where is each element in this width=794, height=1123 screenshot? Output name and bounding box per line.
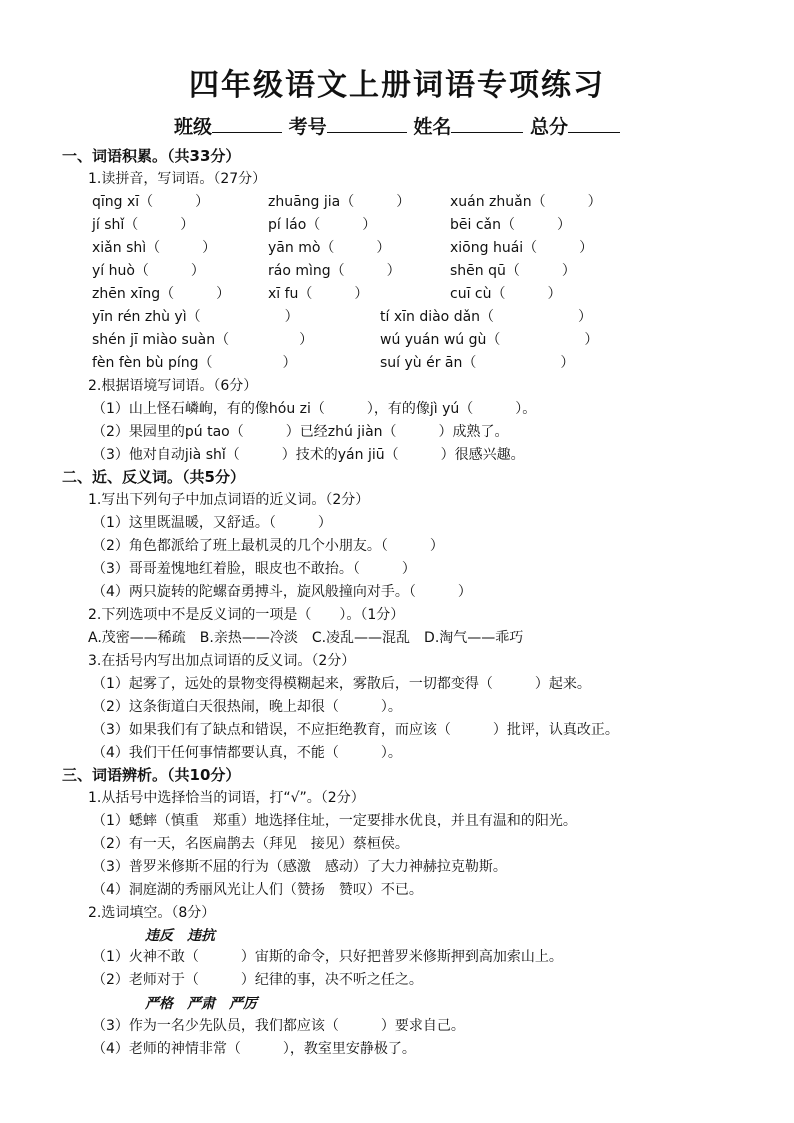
pinyin-item: xuán zhuǎn（ ） [450, 194, 602, 210]
score-blank[interactable] [568, 114, 620, 133]
fill-item: （3）作为一名少先队员，我们都应该（ ）要求自己。 [92, 1018, 465, 1034]
pinyin-item: cuī cù（ ） [450, 286, 562, 302]
pinyin-item: bēi cǎn（ ） [450, 217, 571, 233]
pinyin-item: zhēn xīng（ ） [92, 286, 231, 302]
choice-options: A.茂密——稀疏 B.亲热——冷淡 C.凌乱——混乱 D.淘气——乖巧 [88, 630, 524, 646]
idiom-item: fèn fèn bù píng（ ） [92, 355, 297, 371]
idiom-item: suí yù ér ān（ ） [380, 355, 575, 371]
section-2-q1-title: 1.写出下列句子中加点词语的近义词。（2分） [88, 492, 370, 508]
antonym-item: （4）我们干任何事情都要认真，不能（ ）。 [92, 745, 402, 761]
section-3-q2-title: 2.选词填空。（8分） [88, 905, 216, 921]
word-choice-item: （3）普罗米修斯不屈的行为（感激 感动）了大力神赫拉克勒斯。 [92, 859, 507, 875]
context-item: （2）果园里的pú tao（ ）已经zhú jiàn（ ）成熟了。 [92, 424, 509, 440]
exam-number-blank[interactable] [327, 114, 407, 133]
fill-item: （2）老师对于（ ）纪律的事，决不听之任之。 [92, 972, 423, 988]
pinyin-item: yí huò（ ） [92, 263, 205, 279]
synonym-item: （1）这里既温暖，又舒适。（ ） [92, 515, 332, 531]
section-2-q3-title: 3.在括号内写出加点词语的反义词。（2分） [88, 653, 356, 669]
idiom-item: yīn rén zhù yì（ ） [92, 309, 299, 325]
word-choice-item: （2）有一天，名医扁鹊去（拜见 接见）蔡桓侯。 [92, 836, 409, 852]
word-bank-1: 违反 违抗 [145, 928, 215, 944]
synonym-item: （2）角色都派给了班上最机灵的几个小朋友。（ ） [92, 538, 444, 554]
idiom-item: wú yuán wú gù（ ） [380, 332, 599, 348]
pinyin-item: yān mò（ ） [268, 240, 391, 256]
fill-item: （1）火神不敢（ ）宙斯的命令，只好把普罗米修斯押到高加索山上。 [92, 949, 563, 965]
pinyin-item: xiǎn shì（ ） [92, 240, 217, 256]
word-choice-item: （4）洞庭湖的秀丽风光让人们（赞扬 赞叹）不已。 [92, 882, 423, 898]
synonym-item: （4）两只旋转的陀螺奋勇搏斗，旋风般撞向对手。（ ） [92, 584, 472, 600]
idiom-item: tí xīn diào dǎn（ ） [380, 309, 593, 325]
section-1-q2-title: 2.根据语境写词语。（6分） [88, 378, 258, 394]
pinyin-item: shēn qū（ ） [450, 263, 576, 279]
context-item: （1）山上怪石嶙峋，有的像hóu zi（ ），有的像jì yú（ ）。 [92, 401, 537, 417]
page-title: 四年级语文上册词语专项练习 [189, 68, 605, 103]
name-blank[interactable] [451, 114, 523, 133]
section-1-heading: 一、词语积累。（共33分） [62, 147, 241, 165]
word-bank-2: 严格 严肃 严厉 [145, 996, 257, 1012]
antonym-item: （2）这条街道白天很热闹，晚上却很（ ）。 [92, 699, 402, 715]
student-info-row [0, 112, 794, 139]
score-label: 总分 [529, 116, 568, 138]
fill-item: （4）老师的神情非常（ ），教室里安静极了。 [92, 1041, 416, 1057]
antonym-item: （1）起雾了，远处的景物变得模糊起来，雾散后，一切都变得（ ）起来。 [92, 676, 591, 692]
pinyin-item: xī fu（ ） [268, 286, 369, 302]
section-3-heading: 三、词语辨析。（共10分） [62, 766, 241, 784]
class-blank[interactable] [212, 114, 282, 133]
pinyin-item: xiōng huái（ ） [450, 240, 594, 256]
idiom-item: shén jī miào suàn（ ） [92, 332, 314, 348]
pinyin-item: jí shǐ（ ） [92, 217, 195, 233]
section-2-heading: 二、近、反义词。（共5分） [62, 468, 245, 486]
antonym-item: （3）如果我们有了缺点和错误，不应拒绝教育，而应该（ ）批评，认真改正。 [92, 722, 619, 738]
pinyin-item: pí láo（ ） [268, 217, 377, 233]
section-1-q1-title: 1.读拼音，写词语。（27分） [88, 171, 267, 187]
pinyin-item: qīng xī（ ） [92, 194, 210, 210]
context-item: （3）他对自动jià shǐ（ ）技术的yán jiū（ ）很感兴趣。 [92, 447, 525, 463]
word-choice-item: （1）蟋蟀（慎重 郑重）地选择住址，一定要排水优良，并且有温和的阳光。 [92, 813, 577, 829]
pinyin-item: zhuāng jia（ ） [268, 194, 411, 210]
pinyin-item: ráo mìng（ ） [268, 263, 401, 279]
name-label: 姓名 [413, 116, 452, 138]
exam-number-label: 考号 [288, 116, 327, 138]
synonym-item: （3）哥哥羞愧地红着脸，眼皮也不敢抬。（ ） [92, 561, 416, 577]
section-2-q2-title: 2.下列选项中不是反义词的一项是（ ）。（1分） [88, 607, 405, 623]
class-label: 班级 [174, 116, 213, 138]
section-3-q1-title: 1.从括号中选择恰当的词语，打“√”。（2分） [88, 790, 365, 806]
